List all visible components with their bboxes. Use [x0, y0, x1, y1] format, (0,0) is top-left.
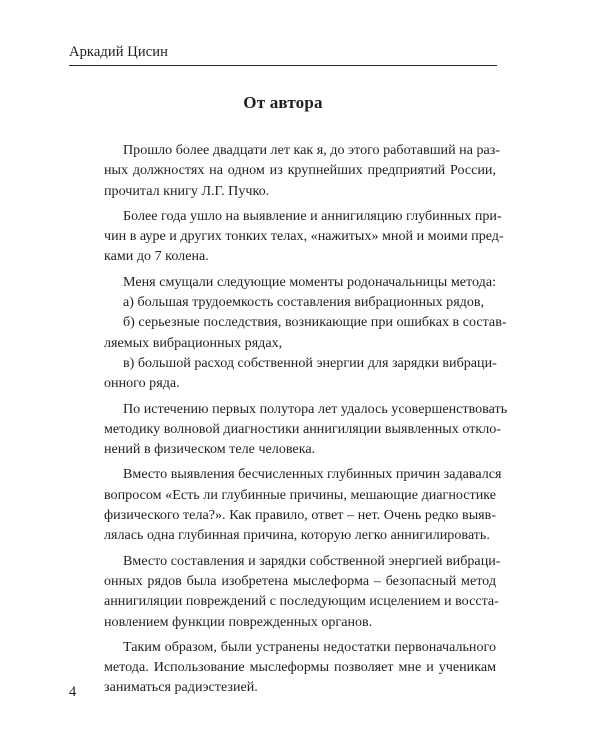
text-line: Вместо составления и зарядки собственной энергией вибраци-	[123, 552, 501, 569]
text-line: в) большой расход собственной энергии для зарядки вибраци-	[123, 354, 497, 371]
text-line: лялась одна глубинная причина, которую легко аннигилировать.	[104, 527, 490, 544]
text-line: нений в физическом теле человека.	[104, 441, 316, 458]
text-line: а) большая трудоемкость составления вибрационных рядов,	[123, 294, 485, 311]
paragraph	[104, 399, 508, 460]
text-line: ных должностях на одном из крупнейших предприятий России,	[104, 162, 496, 179]
text-line: новлением функции поврежденных органов.	[104, 613, 373, 630]
text-line: вопросом «Есть ли глубинные причины, мешающие диагностике	[104, 486, 496, 503]
chapter-title: От автора	[243, 93, 323, 112]
header-rule	[69, 65, 497, 66]
text-line: Более года ушло на выявление и аннигиляцию глубинных при-	[123, 207, 502, 224]
body-text	[104, 140, 508, 703]
text-line: методику волновой диагностики аннигиляции выявленных откло-	[104, 420, 501, 437]
text-line: Вместо выявления бесчисленных глубинных причин задавался	[123, 466, 502, 483]
paragraph	[104, 272, 507, 394]
text-line: онных рядов была изобретена мыслеформа – безопасный метод	[104, 572, 496, 589]
text-line: заниматься радиэстезией.	[104, 679, 258, 696]
text-line: Прошло более двадцати лет как я, до этого работавший на раз-	[123, 142, 501, 158]
paragraph	[104, 551, 501, 632]
text-line: онного ряда.	[104, 375, 180, 392]
text-line: физического тела?». Как правило, ответ – нет. Очень редко выяв-	[104, 507, 496, 524]
text-line: Таким образом, были устранены недостатки первоначального	[123, 638, 496, 655]
text-line: По истечению первых полутора лет удалось усовершенствовать	[123, 400, 508, 417]
text-line: б) серьезные последствия, возникающие при ошибках в состав-	[123, 314, 507, 331]
paragraph	[104, 464, 502, 545]
text-line: прочитал книгу Л.Г. Пучко.	[104, 182, 270, 199]
paragraph	[104, 140, 501, 201]
page-number: 4	[69, 684, 77, 700]
paragraph	[104, 637, 496, 698]
text-line: ляемых вибрационных рядах,	[104, 334, 283, 351]
text-line: Меня смущали следующие моменты родоначальницы метода:	[123, 273, 496, 290]
text-line: метода. Использование мыслеформы позволяет мне и ученикам	[104, 659, 496, 676]
running-header: Аркадий Цисин	[69, 44, 168, 60]
paragraph	[104, 206, 504, 267]
text-line: аннигиляции повреждений с последующим исцелением и восста-	[104, 593, 499, 610]
text-line: ками до 7 колена.	[104, 248, 209, 265]
text-line: чин в ауре и других тонких телах, «нажитых» мной и моими пред-	[104, 228, 504, 245]
